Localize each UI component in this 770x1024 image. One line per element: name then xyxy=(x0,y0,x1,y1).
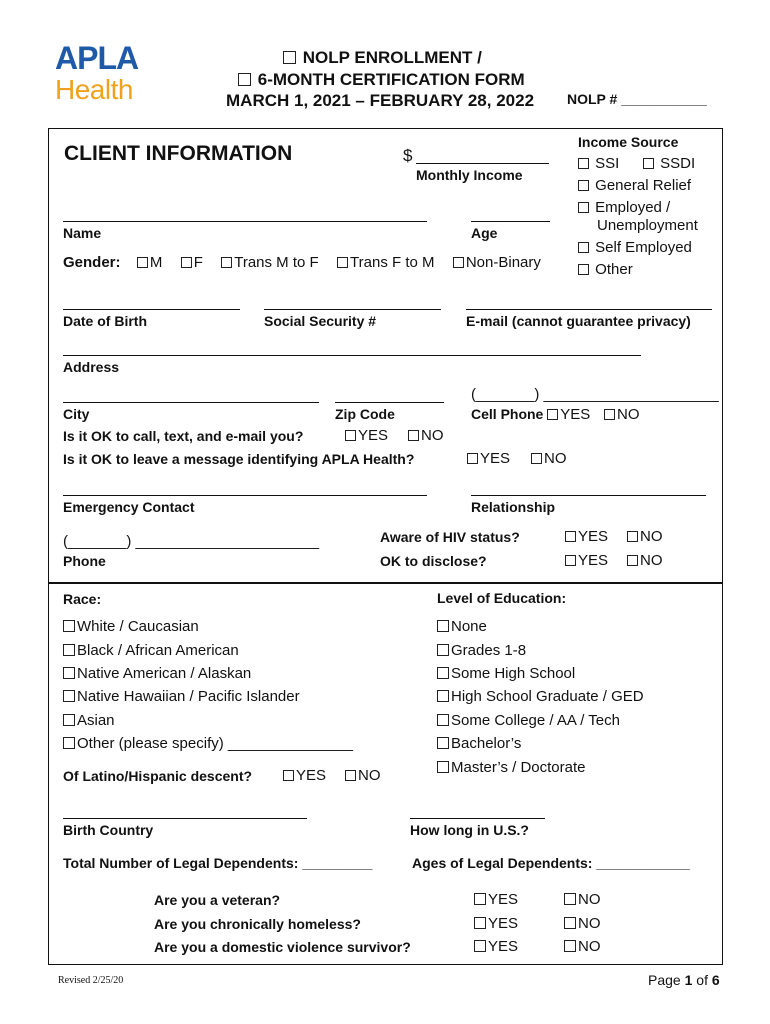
phone-field[interactable]: (_______) ______________________ xyxy=(63,533,320,550)
checkbox[interactable] xyxy=(564,940,576,952)
header-title-2 xyxy=(238,70,525,90)
city-field[interactable] xyxy=(63,402,319,403)
race-native-american[interactable] xyxy=(63,665,251,682)
income-ssdi[interactable] xyxy=(643,155,695,172)
checkbox[interactable] xyxy=(474,893,486,905)
checkbox[interactable] xyxy=(63,690,75,702)
checkbox[interactable] xyxy=(578,202,589,213)
dv-yes[interactable] xyxy=(474,938,518,955)
yes-label: YES xyxy=(358,427,389,444)
checkbox-nolp-enrollment[interactable] xyxy=(283,51,296,64)
checkbox[interactable] xyxy=(643,158,654,169)
no-label: NO xyxy=(578,938,601,955)
checkbox[interactable] xyxy=(137,257,148,268)
logo-health: Health xyxy=(55,74,133,105)
cell-phone-field[interactable]: (_______) _____________________ xyxy=(471,386,719,403)
race-label: Black / African American xyxy=(77,642,239,659)
relationship-field[interactable] xyxy=(471,495,706,496)
income-employed[interactable] xyxy=(578,199,670,216)
race-black[interactable] xyxy=(63,642,239,659)
gender-m-label: M xyxy=(149,254,163,271)
name-label: Name xyxy=(63,225,102,241)
edu-label: Grades 1-8 xyxy=(451,642,527,659)
no-label: NO xyxy=(617,406,640,423)
yes-label: YES xyxy=(578,552,609,569)
dob-field[interactable] xyxy=(63,309,240,310)
age-field[interactable] xyxy=(471,221,550,222)
ok-disclose-no[interactable] xyxy=(627,552,663,569)
ok-contact-question: Is it OK to call, text, and e-mail you? xyxy=(63,428,304,444)
logo-apla: APLA xyxy=(55,40,139,76)
monthly-income-label: Monthly Income xyxy=(416,167,523,183)
other-label: Other xyxy=(595,261,633,278)
no-label: NO xyxy=(358,767,381,784)
aware-hiv-question: Aware of HIV status? xyxy=(380,529,520,545)
checkbox[interactable] xyxy=(345,770,356,781)
zip-field[interactable] xyxy=(335,402,444,403)
edu-label: Master’s / Doctorate xyxy=(451,759,586,776)
edu-label: None xyxy=(451,618,487,635)
page-total: 6 xyxy=(711,972,720,988)
income-other[interactable] xyxy=(578,261,633,278)
yes-label: YES xyxy=(480,450,511,467)
trans-m-f-label: Trans M to F xyxy=(234,254,319,271)
checkbox[interactable] xyxy=(283,770,294,781)
cell-phone-row xyxy=(471,406,640,423)
employed-label: Employed / xyxy=(595,199,671,216)
edu-grades-1-8[interactable] xyxy=(437,642,526,659)
checkbox[interactable] xyxy=(467,453,478,464)
dv-question: Are you a domestic violence survivor? xyxy=(154,939,411,955)
ssn-label: Social Security # xyxy=(264,313,377,329)
page-num: 1 xyxy=(684,972,693,988)
income-ssi[interactable] xyxy=(578,155,619,172)
edu-label: Some High School xyxy=(451,665,576,682)
checkbox[interactable] xyxy=(63,644,75,656)
zip-label: Zip Code xyxy=(335,406,395,422)
race-white[interactable] xyxy=(63,618,199,635)
title1: NOLP ENROLLMENT / xyxy=(302,48,482,67)
edu-label: Some College / AA / Tech xyxy=(451,712,620,729)
checkbox[interactable] xyxy=(63,714,75,726)
veteran-no[interactable] xyxy=(564,891,601,908)
checkbox[interactable] xyxy=(474,917,486,929)
edu-some-college[interactable] xyxy=(437,712,620,729)
race-label: White / Caucasian xyxy=(77,618,199,635)
checkbox-6-month-cert[interactable] xyxy=(238,73,251,86)
monthly-income-field[interactable] xyxy=(416,163,549,164)
gender-trans-m-to-f[interactable] xyxy=(221,254,318,271)
age-label: Age xyxy=(471,225,498,241)
dollar-sign: $ xyxy=(403,146,413,165)
income-self-employed[interactable] xyxy=(578,239,692,256)
address-label: Address xyxy=(63,359,120,375)
edu-masters[interactable] xyxy=(437,759,586,776)
checkbox[interactable] xyxy=(437,714,449,726)
yes-label: YES xyxy=(560,406,591,423)
no-label: NO xyxy=(421,427,444,444)
checkbox[interactable] xyxy=(564,917,576,929)
checkbox[interactable] xyxy=(437,761,449,773)
header-title-3: MARCH 1, 2021 – FEBRUARY 28, 2022 xyxy=(226,91,535,110)
homeless-yes[interactable] xyxy=(474,915,518,932)
edu-label: High School Graduate / GED xyxy=(451,688,644,705)
race-label: Asian xyxy=(77,712,115,729)
checkbox[interactable] xyxy=(437,737,449,749)
ok-message-no[interactable] xyxy=(531,450,567,467)
ok-contact-no[interactable] xyxy=(408,427,444,444)
education-title: Level of Education: xyxy=(437,590,567,606)
checkbox[interactable] xyxy=(408,430,419,441)
ok-disclose-question: OK to disclose? xyxy=(380,553,487,569)
race-label: Native American / Alaskan xyxy=(77,665,252,682)
email-field[interactable] xyxy=(466,309,712,310)
dv-no[interactable] xyxy=(564,938,601,955)
no-label: NO xyxy=(578,915,601,932)
aware-hiv-no[interactable] xyxy=(627,528,663,545)
email-label: E-mail (cannot guarantee privacy) xyxy=(466,313,691,329)
ok-message-question: Is it OK to leave a message identifying APLA Health? xyxy=(63,451,415,467)
checkbox[interactable] xyxy=(565,555,576,566)
latino-yes[interactable] xyxy=(283,767,326,784)
no-label: NO xyxy=(640,528,663,545)
emergency-contact-label: Emergency Contact xyxy=(63,499,195,515)
gender-trans-f-to-m[interactable] xyxy=(337,254,434,271)
checkbox[interactable] xyxy=(565,531,576,542)
checkbox[interactable] xyxy=(437,667,449,679)
checkbox[interactable] xyxy=(63,620,75,632)
emergency-contact-field[interactable] xyxy=(63,495,427,496)
self-employed-label: Self Employed xyxy=(595,239,692,256)
income-source-title: Income Source xyxy=(578,134,679,150)
veteran-question: Are you a veteran? xyxy=(154,892,281,908)
how-long-field[interactable] xyxy=(410,818,545,819)
checkbox[interactable] xyxy=(63,667,75,679)
checkbox[interactable] xyxy=(627,531,638,542)
checkbox[interactable] xyxy=(63,737,75,749)
trans-f-m-label: Trans F to M xyxy=(350,254,435,271)
general-relief-label: General Relief xyxy=(595,177,692,194)
revised-date: Revised 2/25/20 xyxy=(58,975,124,986)
page-mid: of xyxy=(692,972,712,988)
latino-no[interactable] xyxy=(345,767,381,784)
ssn-field[interactable] xyxy=(264,309,441,310)
checkbox[interactable] xyxy=(627,555,638,566)
birth-country-field[interactable] xyxy=(63,818,307,819)
edu-bachelors[interactable] xyxy=(437,735,521,752)
income-unemployment-label: Unemployment xyxy=(597,217,698,234)
race-native-hawaiian[interactable] xyxy=(63,688,300,705)
race-label: Other (please specify) _______________ xyxy=(77,735,354,752)
total-dependents[interactable]: Total Number of Legal Dependents: _________ xyxy=(63,855,373,871)
checkbox[interactable] xyxy=(547,409,558,420)
no-label: NO xyxy=(640,552,663,569)
checkbox[interactable] xyxy=(578,242,589,253)
race-other[interactable] xyxy=(63,735,353,752)
ages-dependents[interactable]: Ages of Legal Dependents: ____________ xyxy=(412,855,690,871)
edu-hs-grad[interactable] xyxy=(437,688,644,705)
gender-f[interactable] xyxy=(181,254,203,271)
veteran-yes[interactable] xyxy=(474,891,518,908)
header-title-1 xyxy=(283,48,482,68)
gender-f-label: F xyxy=(193,254,203,271)
no-label: NO xyxy=(544,450,567,467)
edu-label: Bachelor’s xyxy=(451,735,522,752)
latino-question: Of Latino/Hispanic descent? xyxy=(63,768,253,784)
checkbox[interactable] xyxy=(221,257,232,268)
gender-non-binary[interactable] xyxy=(453,254,541,271)
checkbox[interactable] xyxy=(578,158,589,169)
checkbox[interactable] xyxy=(604,409,615,420)
ssi-label: SSI xyxy=(595,155,620,172)
cell-yes[interactable] xyxy=(547,406,590,422)
city-label: City xyxy=(63,406,90,422)
how-long-label: How long in U.S.? xyxy=(410,822,529,838)
nolp-number[interactable]: NOLP # ___________ xyxy=(567,91,707,107)
page-indicator xyxy=(648,972,720,988)
income-general-relief[interactable] xyxy=(578,177,691,194)
checkbox[interactable] xyxy=(345,430,356,441)
cell-no[interactable] xyxy=(604,406,640,422)
non-binary-label: Non-Binary xyxy=(465,254,541,271)
yes-label: YES xyxy=(296,767,327,784)
checkbox[interactable] xyxy=(437,690,449,702)
checkbox[interactable] xyxy=(578,264,589,275)
gender-row xyxy=(63,254,541,271)
edu-none[interactable] xyxy=(437,618,487,635)
ok-contact-yes[interactable] xyxy=(345,427,388,444)
ssdi-label: SSDI xyxy=(660,155,696,172)
address-field[interactable] xyxy=(63,355,641,356)
yes-label: YES xyxy=(578,528,609,545)
race-title: Race: xyxy=(63,591,102,607)
checkbox[interactable] xyxy=(437,644,449,656)
client-info-title: CLIENT INFORMATION xyxy=(64,142,293,165)
ok-message-yes[interactable] xyxy=(467,450,510,467)
checkbox[interactable] xyxy=(474,940,486,952)
checkbox[interactable] xyxy=(564,893,576,905)
yes-label: YES xyxy=(488,938,519,955)
title2: 6-MONTH CERTIFICATION FORM xyxy=(257,70,525,89)
homeless-question: Are you chronically homeless? xyxy=(154,916,361,932)
checkbox[interactable] xyxy=(337,257,348,268)
dob-label: Date of Birth xyxy=(63,313,147,329)
checkbox[interactable] xyxy=(437,620,449,632)
no-label: NO xyxy=(578,891,601,908)
aware-hiv-yes[interactable] xyxy=(565,528,608,545)
yes-label: YES xyxy=(488,915,519,932)
checkbox[interactable] xyxy=(181,257,192,268)
race-label: Native Hawaiian / Pacific Islander xyxy=(77,688,300,705)
gender-m[interactable] xyxy=(137,254,163,271)
cell-phone-label: Cell Phone xyxy=(471,406,544,422)
name-field[interactable] xyxy=(63,221,427,222)
page-prefix: Page xyxy=(648,972,685,988)
ok-disclose-yes[interactable] xyxy=(565,552,608,569)
checkbox[interactable] xyxy=(578,180,589,191)
race-asian[interactable] xyxy=(63,712,115,729)
checkbox[interactable] xyxy=(453,257,464,268)
yes-label: YES xyxy=(488,891,519,908)
edu-some-hs[interactable] xyxy=(437,665,575,682)
homeless-no[interactable] xyxy=(564,915,601,932)
birth-country-label: Birth Country xyxy=(63,822,154,838)
gender-label: Gender: xyxy=(63,254,121,271)
checkbox[interactable] xyxy=(531,453,542,464)
relationship-label: Relationship xyxy=(471,499,556,515)
phone-label: Phone xyxy=(63,553,106,569)
